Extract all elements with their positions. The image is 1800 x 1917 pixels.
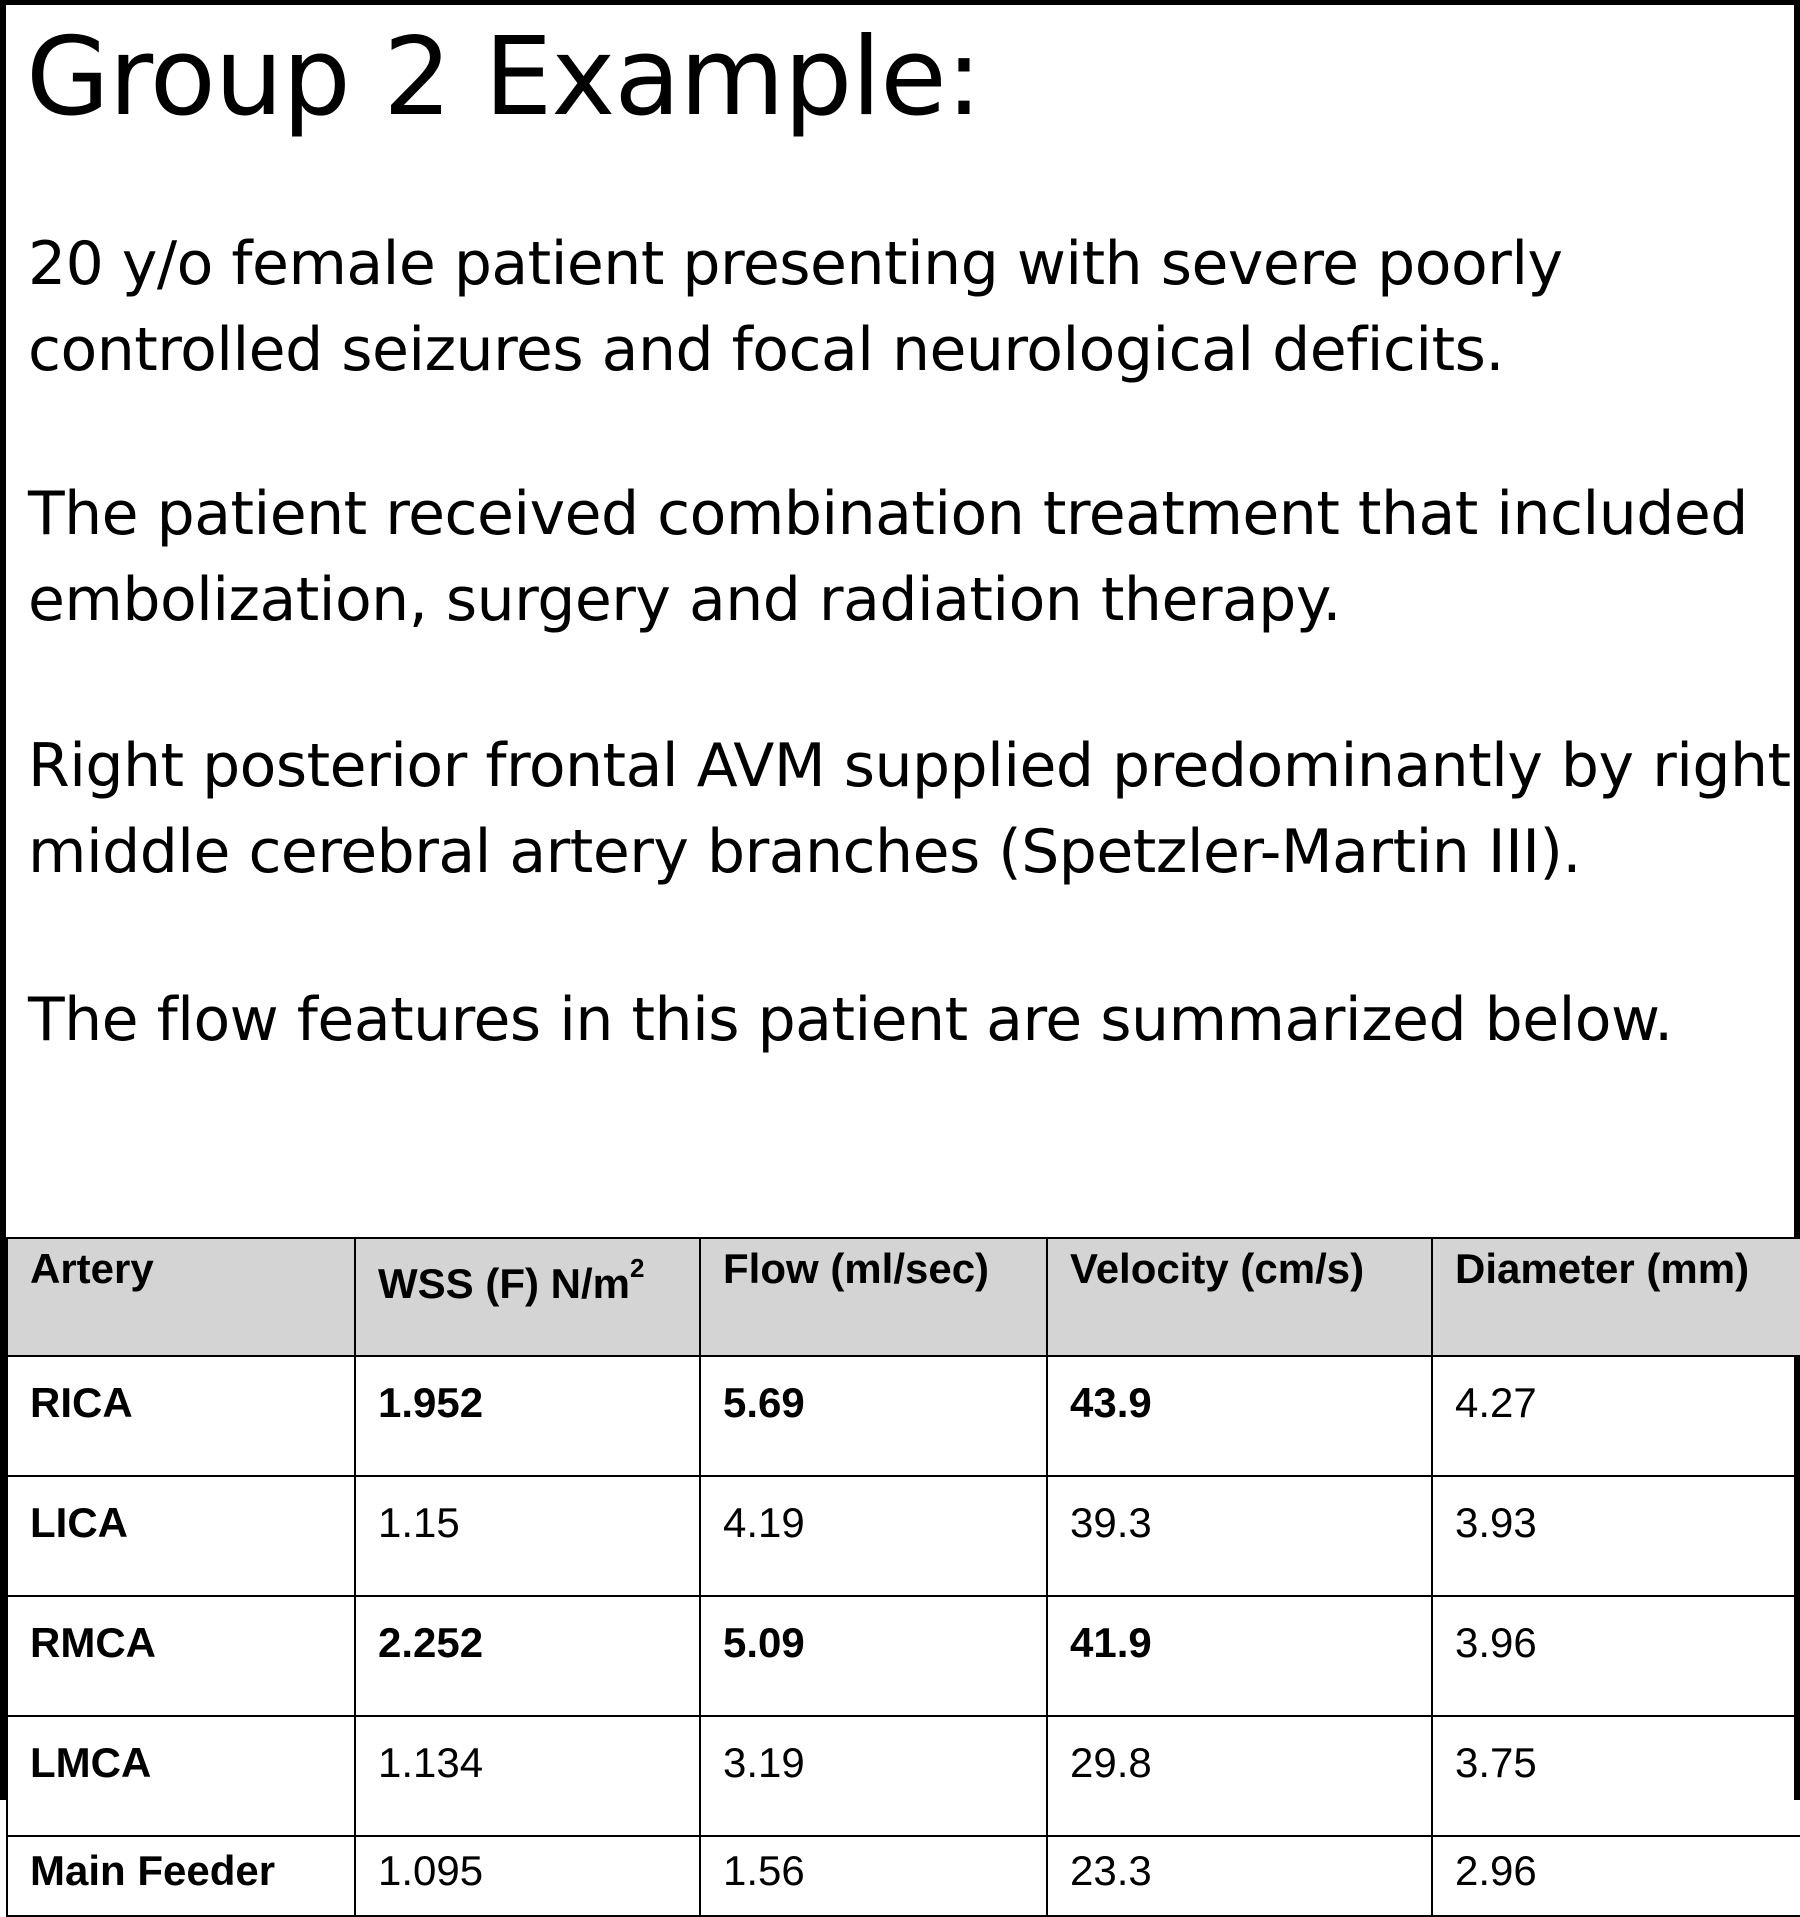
cell-velocity: 39.3 <box>1047 1476 1432 1596</box>
cell-artery: LICA <box>7 1476 355 1596</box>
cell-velocity: 29.8 <box>1047 1716 1432 1836</box>
summary-intro <box>28 977 1673 1063</box>
cell-artery: LMCA <box>7 1716 355 1836</box>
text-line: embolization, surgery and radiation therapy. <box>28 565 1341 635</box>
cell-velocity: 41.9 <box>1047 1596 1432 1716</box>
header-wss-label: WSS (F) N/m <box>378 1260 630 1307</box>
cell-velocity: 43.9 <box>1047 1356 1432 1476</box>
cell-diameter: 3.96 <box>1432 1596 1800 1716</box>
cell-wss: 1.15 <box>355 1476 700 1596</box>
table-header-row <box>7 1238 1800 1356</box>
cell-diameter: 4.27 <box>1432 1356 1800 1476</box>
table-row <box>7 1716 1800 1836</box>
cell-wss: 1.952 <box>355 1356 700 1476</box>
cell-artery: Main Feeder <box>7 1836 355 1916</box>
cell-wss: 1.095 <box>355 1836 700 1916</box>
text-line: middle cerebral artery branches (Spetzler-Martin III). <box>28 817 1581 887</box>
text-line: The flow features in this patient are summarized below. <box>28 985 1673 1055</box>
text-line: The patient received combination treatment that included <box>28 479 1748 549</box>
table-row <box>7 1596 1800 1716</box>
cell-flow: 5.09 <box>700 1596 1047 1716</box>
flow-features-table <box>6 1237 1800 1917</box>
header-velocity: Velocity (cm/s) <box>1047 1238 1432 1356</box>
header-flow: Flow (ml/sec) <box>700 1238 1047 1356</box>
cell-wss: 2.252 <box>355 1596 700 1716</box>
page-title: Group 2 Example: <box>26 15 982 140</box>
text-line: controlled seizures and focal neurological deficits. <box>28 315 1504 385</box>
header-wss-exponent: 2 <box>629 1253 645 1283</box>
cell-wss: 1.134 <box>355 1716 700 1836</box>
avm-description <box>28 723 1791 895</box>
cell-flow: 3.19 <box>700 1716 1047 1836</box>
cell-velocity: 23.3 <box>1047 1836 1432 1916</box>
cell-artery: RICA <box>7 1356 355 1476</box>
text-line: 20 y/o female patient presenting with severe poorly <box>28 229 1563 299</box>
table-row <box>7 1836 1800 1916</box>
header-artery: Artery <box>7 1238 355 1356</box>
table-row <box>7 1356 1800 1476</box>
treatment-description <box>28 471 1748 643</box>
table-row <box>7 1476 1800 1596</box>
cell-diameter: 3.93 <box>1432 1476 1800 1596</box>
cell-flow: 4.19 <box>700 1476 1047 1596</box>
text-line: Right posterior frontal AVM supplied predominantly by right <box>28 731 1791 801</box>
header-diameter: Diameter (mm) <box>1432 1238 1800 1356</box>
patient-description <box>28 221 1563 393</box>
cell-flow: 1.56 <box>700 1836 1047 1916</box>
cell-artery: RMCA <box>7 1596 355 1716</box>
cell-diameter: 3.75 <box>1432 1716 1800 1836</box>
cell-diameter: 2.96 <box>1432 1836 1800 1916</box>
header-wss <box>355 1238 700 1356</box>
cell-flow: 5.69 <box>700 1356 1047 1476</box>
